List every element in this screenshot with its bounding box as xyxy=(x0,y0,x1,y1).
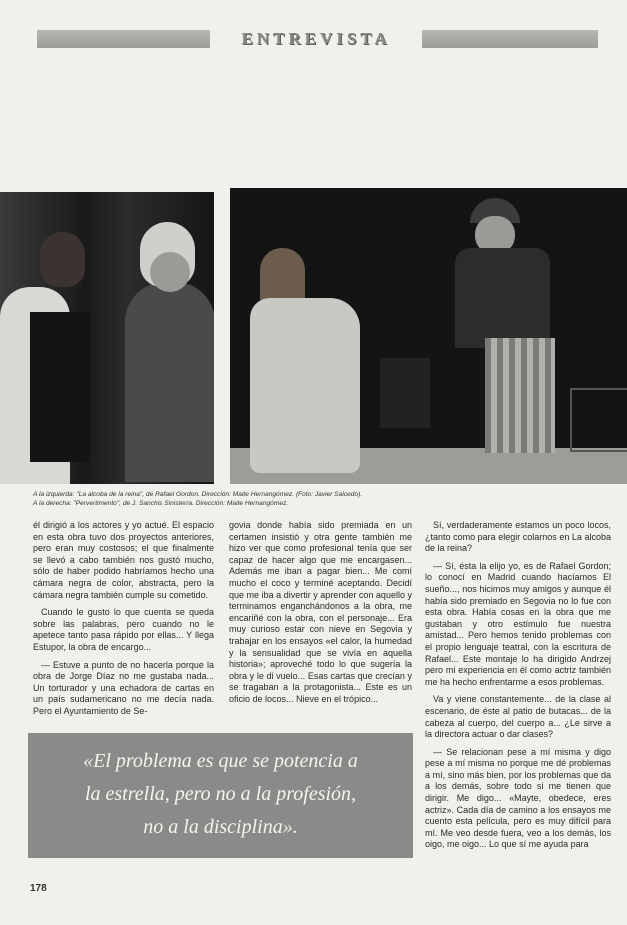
page-number: 178 xyxy=(30,883,47,894)
section-title: ENTREVISTA xyxy=(210,29,422,49)
text-column-3 xyxy=(425,520,611,857)
pull-quote-line: la estrella, pero no a la profesión, xyxy=(84,783,357,805)
paragraph: él dirigió a los actores y yo actué. El espacio en esta obra tuvo dos proyectos anteriores, pero eran muy costosos; el que finalmente se llevó a cabo también nos gustó mucho, sólo de haber podido habríamos hecho una cámara negra de color, abstracta, pero la cámara negra también cumple su cometido. xyxy=(33,520,214,600)
photo-alcoba-de-la-reina xyxy=(0,192,214,484)
text-column-2 xyxy=(229,520,412,712)
photo-pervertimento xyxy=(230,188,627,484)
caption-right: A la derecha: "Pervertimento", de J. Sanchis Sinisterra. Dirección: Maite Hernangómez. xyxy=(33,499,289,507)
photo-caption xyxy=(33,491,593,508)
pull-quote-line: «El problema es que se potencia a xyxy=(83,750,358,772)
answer: — Se relacionan pese a mí misma y digo pese a mí misma no porque me dé problemas a mí, sino más bien, por los problemas que da a los demás, sobre todo si me tienen que dirigir. Me digo... «Mayte, obedece, eres actriz». Cada día de camino a los ensayos me cuento esta película, pero es muy difícil para mí. Me veo desde fuera, veo a los demás, los oigo, me oigo... Lo que sí me ayuda para xyxy=(425,746,611,850)
paragraph: Cuando le gusto lo que cuenta se queda sobre las palabras, pero cuando no le apetece tanto pasa rápido por ellas... Y llega Estupor, la obra de encargo... xyxy=(33,607,214,652)
paragraph: — Estuve a punto de no hacerla porque la obra de Jorge Díaz no me gustaba nada... Un torturador y una echadora de cartas en un país sudamericano no me decía nada. Pero el Ayuntamiento de Se- xyxy=(33,659,214,716)
caption-left: A la izquierda: "La alcoba de la reina", de Rafael Gordon. Dirección: Maite Hernangómez. (Foto: Javier Salcedo). xyxy=(33,491,363,498)
text-column-1 xyxy=(33,520,214,724)
pull-quote-line: no a la disciplina». xyxy=(143,816,298,838)
question: Sí, verdaderamente estamos un poco locos, ¿tanto como para elegir colarnos en La alcoba de la reina? xyxy=(425,520,611,554)
answer: — Sí, ésta la elijo yo, es de Rafael Gordon; lo conocí en Madrid cuando hacíamos El sueño..., nos hicimos muy amigos y aunque él había sido premiado en Segovia no lo fue con esta obra. Había cosas en la obra que me gustaban y otro estímulo fue nuestra amistad... Pero hemos tenido problemas con el propio lenguaje teatral, con la escritura de Rafael... Este montaje lo ha dirigido Andrzej pero mi experiencia en él como actriz también me ha hecho enfrentarme a esos problemas. xyxy=(425,560,611,687)
question: Va y viene constantemente... de la clase al escenario, de éste al patio de butacas... de la cabeza al cuerpo, del cuerpo a... ¿Le sirve a la directora actuar o dar clases? xyxy=(425,694,611,740)
paragraph: govia donde había sido premiada en un certamen insistió y otra gente también me hizo ver que como profesional tenía que ser capaz de hacer algo que me encargasen... Además me iban a pagar bien... Me comí mucho el coco y terminé aceptando. Decidí que me iba a divertir y aprender con aquello y terminamos enganchándonos a la obra, me encariñé con la obra, con el personaje... Era muy curioso estar con nieve en Segovia y trabajar en los ensayos «el calor, la humedad y la sensualidad que se vivía en aquella historia»; aproveché todo lo que sugería la obra y le di vuelo... Esas cartas que crecían y se tragaban a la protagonista... Este es un oficio de locos... Nieve en el trópico... xyxy=(229,520,412,704)
pull-quote xyxy=(28,733,413,858)
